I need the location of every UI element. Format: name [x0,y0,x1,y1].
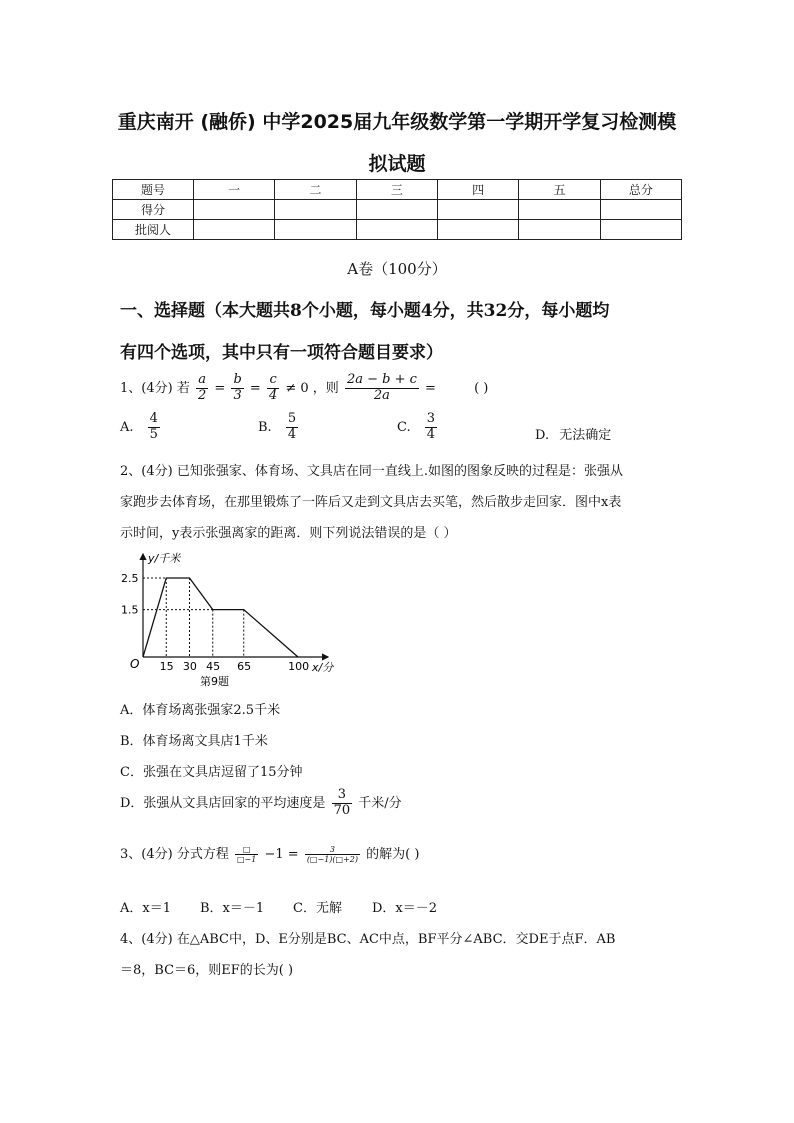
origin-label: O [130,657,140,671]
score-table-cell [600,220,681,240]
fraction-expression [345,373,419,404]
question-2-line-1: 2、(4分) 已知张强家、体育场、文具店在同一直线上.如图的图象反映的过程是：张强从 [120,464,623,479]
numerator: a [196,373,208,389]
q1-option-d [535,424,611,443]
q3-option-b: B．x＝－1 [200,901,265,916]
denominator: 5 [149,426,158,442]
fraction-small [305,845,360,864]
question-2-line-2: 家跑步去体育场，在那里锻炼了一阵后又走到文具店去买笔，然后散步走回家．图中x表 [120,495,622,510]
x-tick-label: 30 [182,660,197,673]
numerator: □ [235,845,258,855]
score-table-cell: 二 [275,180,356,200]
score-table-cell [194,220,275,240]
x-tick-label: 65 [237,660,252,673]
x-tick-label: 100 [288,660,310,673]
section-heading-line-2: 有四个选项，其中只有一项符合题目要求） [120,343,443,363]
score-table [112,179,682,240]
question-2-option-a: A．体育场离张强家2.5千米 [120,703,281,718]
numerator: c [267,373,279,389]
equation-middle: −1 = [264,847,299,862]
option-fraction [332,788,353,819]
equals-sign: = [214,380,226,396]
title-line-2: 拟试题 [368,153,426,175]
score-table-cell: 得分 [113,200,194,220]
fraction-b-3 [231,373,243,404]
y-axis-label: y/千米 [148,552,181,565]
question-4-line-1: 4、(4分) 在△ABC中，D、E分别是BC、AC中点，BF平分∠ABC．交DE于点F．AB [120,932,616,947]
score-table-cell: 批阅人 [113,220,194,240]
not-equal-zero: ≠ 0 ，则 [285,380,339,396]
score-table-cell: 三 [356,180,437,200]
x-tick-label: 45 [206,660,221,673]
tick-labels [121,572,309,673]
option-fraction [286,412,298,443]
x-axis-label: x/分 [312,661,334,674]
q1-option-a [120,412,162,443]
question-2-option-d [120,788,402,819]
score-table-cell [519,220,600,240]
section-heading-line-1: 一、选择题（本大题共8个小题，每小题4分，共32分，每小题均 [120,301,610,321]
equals-sign: = [425,380,436,396]
score-table-cell: 四 [437,180,518,200]
numerator: 2a − b + c [346,372,417,387]
q3-option-c: C．无解 [293,901,342,916]
q3-option-a: A．x＝1 [120,901,171,916]
answer-paren: ( ) [474,380,489,396]
score-table-cell: 总分 [600,180,681,200]
question-2-option-b: B．体育场离文具店1千米 [120,734,268,749]
denominator: □−1 [236,855,257,864]
numerator: 3 [426,411,436,426]
question-3-suffix: 的解为( ) [366,847,420,862]
option-label: A. [120,419,134,435]
score-table-cell: 五 [519,180,600,200]
option-label: D. [535,428,550,443]
y-tick-label: 2.5 [121,572,139,585]
score-table-cell [437,200,518,220]
numerator: 3 [332,788,353,804]
volume-label: A卷（100分） [347,260,447,278]
score-table-cell [437,220,518,240]
score-table-row [113,200,682,220]
score-table-cell [600,200,681,220]
distance-time-chart [120,548,350,693]
fraction-a-2 [196,373,208,404]
numerator: 3 [305,845,360,855]
question-3 [120,843,419,864]
fraction-small [235,845,258,864]
denominator: 2 [197,387,207,403]
score-table-header-row [113,180,682,200]
denominator: 4 [268,387,278,403]
option-fraction [148,412,160,443]
numerator: 4 [149,411,158,426]
equals-sign: = [249,380,261,396]
series-line [143,578,298,657]
denominator: 2a [373,387,390,403]
score-table-cell: 题号 [113,180,194,200]
score-table-cell [356,220,437,240]
y-tick-label: 1.5 [121,603,139,617]
score-table-cell [194,200,275,220]
option-label: C. [397,419,411,435]
q1-option-b [258,412,300,443]
x-tick-label: 15 [159,660,174,673]
question-2-option-c: C．张强在文具店逗留了15分钟 [120,765,303,780]
denominator: 70 [333,802,351,818]
fraction-c-4 [267,373,279,404]
option-fraction [425,412,437,443]
denominator: 3 [233,387,242,403]
guide-lines [143,578,244,657]
title-line-1: 重庆南开 (融侨) 中学2025届九年级数学第一学期开学复习检测模 [117,111,677,133]
question-1 [120,373,488,404]
question-1-prefix: 1、(4分) 若 [120,380,190,396]
option-text: 无法确定 [559,428,612,443]
score-table-cell [275,200,356,220]
question-2-line-3: 示时间，y表示张强离家的距离．则下列说法错误的是（ ） [120,526,457,541]
numerator: b [233,372,242,387]
denominator: 4 [426,426,436,442]
score-table-row [113,220,682,240]
q1-option-c [397,412,439,443]
score-table-cell: 一 [194,180,275,200]
question-3-prefix: 3、(4分) 分式方程 [120,847,229,862]
option-text: 千米/分 [358,795,402,811]
option-text: D．张强从文具店回家的平均速度是 [120,795,326,811]
score-table-cell [356,200,437,220]
chart-caption: 第9题 [200,675,229,688]
score-table-cell [519,200,600,220]
score-table-cell [275,220,356,240]
question-4-line-2: ＝8，BC＝6，则EF的长为( ) [120,963,294,978]
q3-option-d: D．x＝－2 [372,901,438,916]
numerator: 5 [287,411,297,426]
denominator: (□−1)(□+2) [306,855,358,864]
denominator: 4 [287,426,297,442]
option-label: B. [258,419,272,435]
